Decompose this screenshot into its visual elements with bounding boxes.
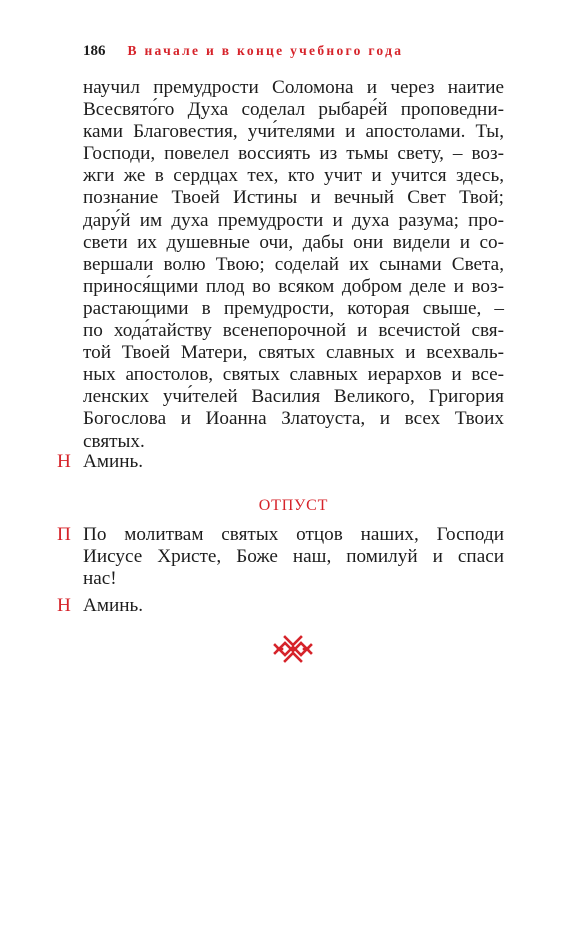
speaker-marker-people: Н <box>57 595 71 616</box>
page-number: 186 <box>83 43 106 59</box>
dismissal-line: По молитвам святых отцов наших, Господи <box>83 524 504 545</box>
prayer-line: научил премудрости Соломона и через наитие <box>83 77 504 98</box>
prayer-line: той Твоей Матери, святых славных и всехваль- <box>83 342 504 364</box>
prayer-line: познание Твоей Истины и вечный Свет Твой; <box>83 187 504 209</box>
prayer-line: свети их душевные очи, дабы они видели и со- <box>83 231 504 253</box>
running-title: В начале и в конце учебного года <box>127 43 404 58</box>
dismissal-line: Иисусе Христе, Боже наш, помилуй и спаси <box>83 546 504 568</box>
prayer-line: ками Благовестия, учи́телями и апостолами. Ты, <box>83 121 504 143</box>
section-title: ОТПУСТ <box>258 497 329 514</box>
prayer-line: по хода́тайству всенепорочной и всечистой свя- <box>83 320 504 342</box>
prayer-line: принося́щими плод во всяком добром деле и воз- <box>83 275 504 297</box>
prayer-line: вершали волю Твою; соделай их сынами Света, <box>83 253 504 275</box>
prayer-line: святых. <box>83 430 145 452</box>
prayer-line: Всесвято́го Духа соделал рыбаре́й проповедни- <box>83 99 504 121</box>
dismissal-text <box>83 524 504 590</box>
amen-line: Аминь. <box>83 451 144 472</box>
prayer-line: Господи, повелел воссиять из тьмы свету, – воз- <box>83 143 504 165</box>
amen-line: Аминь. <box>83 595 144 616</box>
prayer-line: жги же в сердцах тех, кто учит и учится здесь, <box>83 165 504 187</box>
speaker-marker-priest: П <box>57 524 71 545</box>
prayer-line: ленских учи́телей Василия Великого, Григория <box>83 386 504 408</box>
prayer-line: ных апостолов, святых славных иерархов и все- <box>83 364 504 386</box>
prayer-line: Богослова и Иоанна Златоуста, и всех Твоих <box>83 408 504 430</box>
prayer-text <box>83 77 504 453</box>
decorative-knot-icon <box>272 633 314 665</box>
speaker-marker-people: Н <box>57 451 71 472</box>
prayer-line: растающими в премудрости, которая свыше, – <box>83 297 504 319</box>
prayer-line: дару́й им духа премудрости и духа разума; про- <box>83 209 504 231</box>
dismissal-line: нас! <box>83 568 117 590</box>
page-header <box>83 43 403 60</box>
